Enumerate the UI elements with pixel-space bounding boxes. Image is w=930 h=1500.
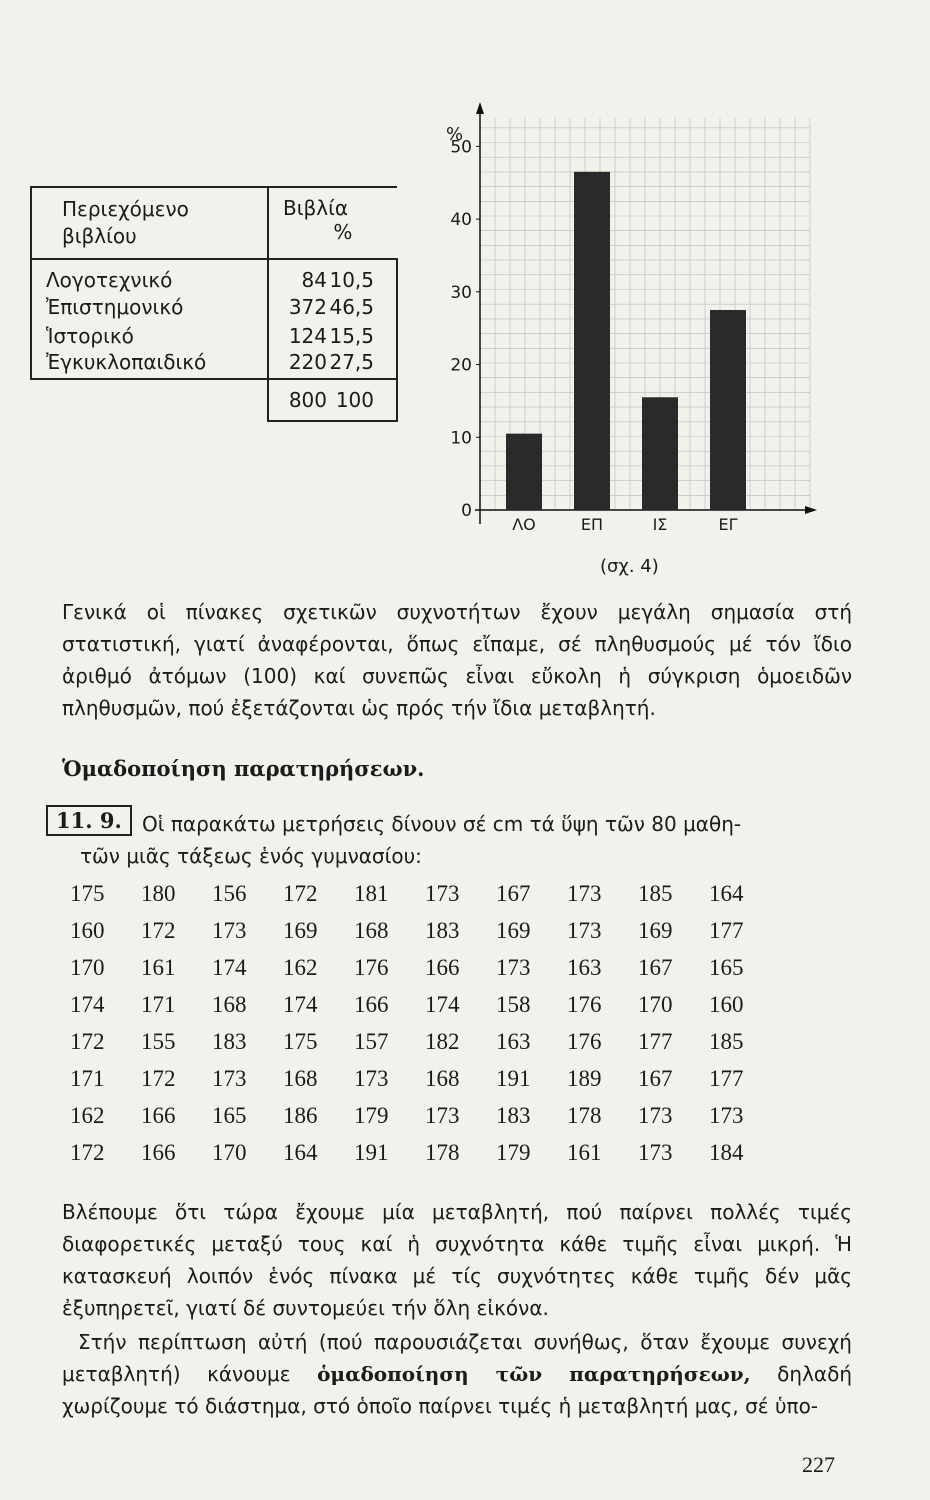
measurement-value: 173	[212, 1066, 247, 1091]
measurement-value: 166	[141, 1140, 176, 1165]
row-books: 220	[268, 350, 327, 379]
measurement-value: 173	[709, 1103, 744, 1128]
measurement-value: 165	[709, 955, 744, 980]
frequency-table	[30, 186, 398, 422]
measurement-value: 167	[638, 1066, 673, 1091]
measurement-value: 171	[141, 992, 176, 1017]
measurement-value: 168	[283, 1066, 318, 1091]
measurement-value: 174	[212, 955, 247, 980]
bar-chart	[420, 90, 830, 560]
measurement-value: 191	[354, 1140, 389, 1165]
paragraph-grouping-part2: δηλαδή χωρίζουμε τό διάστημα, στό ὁποῖο παίρνει τιμές ἡ μεταβλητή μας, σέ ὑπο-	[62, 1362, 852, 1418]
measurement-value: 191	[496, 1066, 531, 1091]
figure-caption: (σχ. 4)	[600, 556, 659, 577]
row-books: 372	[268, 292, 327, 321]
measurement-value: 174	[425, 992, 460, 1017]
measurement-value: 179	[496, 1140, 531, 1165]
measurement-value: 157	[354, 1029, 389, 1054]
header-content-line2: βιβλίου	[62, 224, 137, 248]
measurement-value: 180	[141, 881, 176, 906]
measurement-value: 179	[354, 1103, 389, 1128]
measurement-value: 158	[496, 992, 531, 1017]
measurement-value: 173	[425, 1103, 460, 1128]
measurement-value: 176	[567, 992, 602, 1017]
measurement-value: 172	[283, 881, 318, 906]
measurement-value: 169	[638, 918, 673, 943]
row-books: 84	[268, 259, 327, 292]
exercise-text-line1: Οἱ παρακάτω μετρήσεις δίνουν σέ cm τά ὕψη τῶν 80 μαθη-	[142, 812, 742, 836]
row-category: Ἱστορικό	[31, 321, 268, 350]
measurement-value: 172	[141, 1066, 176, 1091]
row-percent: 46,5	[327, 292, 397, 321]
measurement-value: 185	[709, 1029, 744, 1054]
paragraph-grouping	[62, 1326, 852, 1422]
y-axis-arrow	[476, 102, 484, 114]
measurement-value: 168	[212, 992, 247, 1017]
measurement-value: 164	[283, 1140, 318, 1165]
x-tick-label: ΕΠ	[580, 515, 604, 534]
paragraph-grouping-bold: ὁμαδοποίηση τῶν παρατηρήσεων,	[317, 1362, 751, 1386]
exercise-text-line2: τῶν μιᾶς τάξεως ἑνός γυμνασίου:	[80, 844, 422, 868]
measurement-value: 176	[567, 1029, 602, 1054]
measurement-value: 177	[709, 1066, 744, 1091]
measurement-value: 183	[496, 1103, 531, 1128]
measurement-value: 183	[212, 1029, 247, 1054]
measurement-value: 176	[354, 955, 389, 980]
bar-λο	[506, 434, 542, 510]
row-category: Λογοτεχνικό	[31, 259, 268, 292]
measurement-value: 164	[709, 881, 744, 906]
row-category: Ἐπιστημονικό	[31, 292, 268, 321]
paragraph-observation: Βλέπουμε ὅτι τώρα ἔχουμε μία μεταβλητή, πού παίρνει πολλές τιμές διαφορετικές μεταξύ τους καί ἡ συχνότητα κάθε τιμῆς εἶναι μικρή. Ἡ κατασκευή λοιπόν ἑνός πίνακα μέ τίς συχνότητες κάθε τιμῆς δέν μᾶς ἐξυπηρετεῖ, γιατί δέ συντομεύει τήν ὅλη εἰκόνα.	[62, 1200, 852, 1320]
measurement-value: 173	[354, 1066, 389, 1091]
measurement-value: 163	[496, 1029, 531, 1054]
header-content	[31, 187, 268, 259]
total-percent: 100	[327, 379, 397, 421]
measurement-value: 185	[638, 881, 673, 906]
measurement-value: 186	[283, 1103, 318, 1128]
measurement-value: 178	[567, 1103, 602, 1128]
paragraph-relative-frequency: Γενικά οἱ πίνακες σχετικῶν συχνοτήτων ἔχουν μεγάλη σημασία στή στατιστική, γιατί ἀναφέρονται, ὅπως εἴπαμε, σέ πληθυσμούς μέ τόν ἴδιο ἀριθμό ἀτόμων (100) καί συνεπῶς εἶναι εὔκολη ἡ σύγκριση ὁμοειδῶν πληθυσμῶν, πού ἐξετάζονται ὡς πρός τήν ἴδια μεταβλητή.	[62, 600, 852, 720]
measurement-value: 173	[638, 1140, 673, 1165]
total-books: 800	[268, 379, 327, 421]
measurement-value: 173	[567, 881, 602, 906]
measurement-value: 170	[638, 992, 673, 1017]
y-tick-label: 50	[450, 137, 472, 158]
measurement-value: 173	[212, 918, 247, 943]
y-axis-label: %	[446, 124, 464, 145]
measurement-value: 163	[567, 955, 602, 980]
measurement-value: 173	[567, 918, 602, 943]
header-percent: %	[333, 220, 353, 244]
measurement-value: 166	[354, 992, 389, 1017]
measurement-value: 177	[638, 1029, 673, 1054]
measurement-value: 173	[425, 881, 460, 906]
bar-ις	[642, 397, 678, 510]
header-content-line1: Περιεχόμενο	[62, 197, 189, 221]
x-tick-label: ΛΟ	[512, 515, 536, 534]
measurement-value: 161	[567, 1140, 602, 1165]
row-books: 124	[268, 321, 327, 350]
measurement-value: 175	[70, 881, 105, 906]
measurement-value: 183	[425, 918, 460, 943]
measurement-value: 170	[212, 1140, 247, 1165]
x-tick-label: ΕΓ	[718, 515, 738, 534]
measurement-value: 178	[425, 1140, 460, 1165]
row-category: Ἐγκυκλοπαιδικό	[31, 350, 268, 379]
measurement-value: 161	[141, 955, 176, 980]
paragraph-grouping-part1: Στήν περίπτωση αὐτή (πού παρουσιάζεται συνήθως, ὅταν ἔχουμε συνεχή μεταβλητή) κάνουμε	[62, 1330, 852, 1386]
x-tick-label: ΙΣ	[652, 515, 668, 534]
page-number: 227	[802, 1452, 835, 1477]
measurement-value: 182	[425, 1029, 460, 1054]
y-tick-label: 0	[461, 501, 472, 521]
measurement-value: 165	[212, 1103, 247, 1128]
row-percent: 10,5	[327, 259, 397, 292]
measurement-value: 160	[709, 992, 744, 1017]
total-spacer	[31, 379, 268, 421]
measurement-value: 175	[283, 1029, 318, 1054]
measurement-value: 174	[70, 992, 105, 1017]
measurement-value: 168	[425, 1066, 460, 1091]
measurement-value: 160	[70, 918, 105, 943]
section-heading: Ὁμαδοποίηση παρατηρήσεων.	[62, 756, 425, 781]
measurement-value: 172	[141, 918, 176, 943]
measurement-value: 167	[638, 955, 673, 980]
measurement-value: 174	[283, 992, 318, 1017]
row-percent: 27,5	[327, 350, 397, 379]
exercise-number: 11. 9.	[46, 805, 132, 836]
y-tick-label: 30	[450, 282, 472, 303]
measurement-value: 166	[141, 1103, 176, 1128]
bar-επ	[574, 172, 610, 510]
table-row	[31, 292, 397, 321]
y-tick-label: 20	[450, 355, 472, 376]
table-body	[31, 259, 397, 379]
y-tick-label: 10	[450, 428, 472, 449]
measurement-value: 167	[496, 881, 531, 906]
table-row	[31, 259, 397, 292]
measurement-value: 169	[283, 918, 318, 943]
measurement-value: 169	[496, 918, 531, 943]
measurement-value: 162	[283, 955, 318, 980]
measurement-value: 162	[70, 1103, 105, 1128]
measurement-value: 173	[496, 955, 531, 980]
header-books: Βιβλία	[283, 196, 349, 220]
measurement-value: 172	[70, 1029, 105, 1054]
bar-εγ	[710, 310, 746, 510]
measurement-value: 177	[709, 918, 744, 943]
measurement-value: 156	[212, 881, 247, 906]
header-books-percent	[268, 187, 397, 259]
measurement-value: 173	[638, 1103, 673, 1128]
measurement-value: 168	[354, 918, 389, 943]
measurement-value: 189	[567, 1066, 602, 1091]
y-tick-label: 40	[450, 210, 472, 231]
table-row	[31, 350, 397, 379]
measurement-value: 171	[70, 1066, 105, 1091]
measurement-value: 172	[70, 1140, 105, 1165]
measurements-grid	[70, 880, 780, 1167]
table-row	[31, 321, 397, 350]
x-axis-arrow	[805, 506, 817, 514]
row-percent: 15,5	[327, 321, 397, 350]
measurement-value: 184	[709, 1140, 744, 1165]
measurement-value: 155	[141, 1029, 176, 1054]
measurement-value: 170	[70, 955, 105, 980]
measurement-value: 181	[354, 881, 389, 906]
measurement-value: 166	[425, 955, 460, 980]
